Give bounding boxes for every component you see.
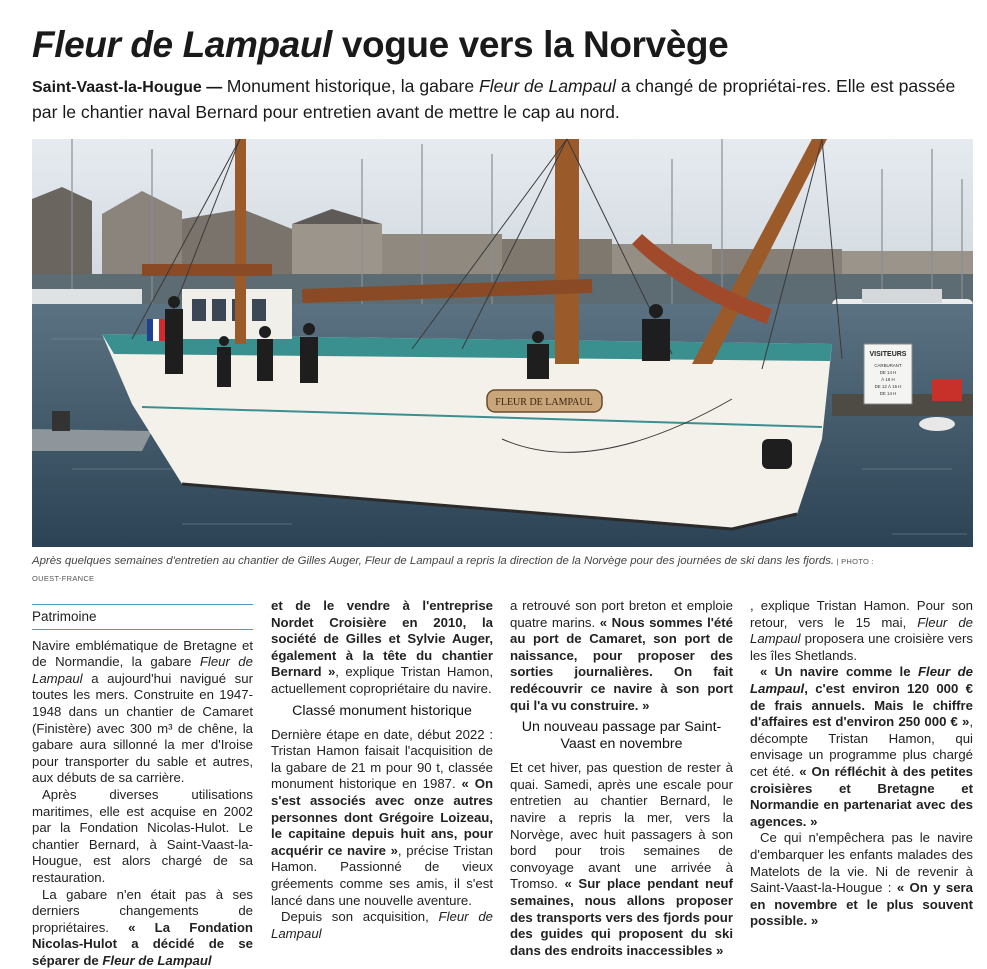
paragraph: Après diverses utilisations maritimes, elle est acquise en 2002 par la Fondation Nicolas-Hulot. Le chantier Bernard, à Saint-Vaast-la-Hougue, est alors chargé de sa restauration. <box>32 787 253 887</box>
column-2 <box>271 598 493 942</box>
subheading: Un nouveau passage par Saint-Vaast en novembre <box>510 719 733 753</box>
lede-text: Monument historique, la gabare <box>227 76 479 96</box>
quote: « On y sera en novembre et le plus souvent possible. » <box>750 880 973 928</box>
nameplate: FLEUR DE LAMPAUL <box>495 397 592 408</box>
text: Depuis son acquisition, <box>281 909 439 924</box>
column-4 <box>750 598 973 930</box>
text: a retrouvé son port breton et emploie quatre marins. <box>510 598 733 630</box>
quote: et de le vendre à l'entreprise Nordet Croisière en 2010, la société de Gilles et Sylvie Auger, également à la tête du chantier Bernard » <box>271 598 493 679</box>
paragraph <box>750 664 973 830</box>
quote: « Nous sommes l'été au port de Camaret, son port de naissance, pour proposer des sorties journalières. On fait redécouvrir ce navire à son port qui l'a vu construire. » <box>510 615 733 713</box>
quote: « Un navire comme le <box>760 664 918 679</box>
paragraph <box>750 598 973 664</box>
text: Ce qui n'empêchera pas le navire d'embarquer les enfants malades des Matelots de la vie. Ni de revenir à Saint-Vaast-la-Hougue : <box>750 830 973 895</box>
column-1 <box>32 598 253 969</box>
sign-line: DE 12 À 16 H <box>875 384 902 389</box>
text: , explique Tristan Hamon. Pour son retour, vers le 15 mai, <box>750 598 973 630</box>
paragraph <box>750 830 973 930</box>
quote: « Sur place pendant neuf semaines, nous allons proposer des transports vers des fjords pour des guides qui proposent du ski dans des endroits inaccessibles » <box>510 876 733 957</box>
quote: « On réfléchit à des petites croisières et Bretagne et Normandie en partenariat avec des agences. » <box>750 764 973 829</box>
boat-name: Fleur de Lampaul <box>750 615 973 647</box>
text: proposera une croisière vers les îles Shetlands. <box>750 631 973 663</box>
text: La gabare n'en était pas à ses derniers changements de propriétaires. <box>32 887 253 935</box>
boat-name: Fleur de Lampaul <box>102 953 211 968</box>
quote: « La Fondation Nicolas-Hulot a décidé de se séparer de <box>32 920 253 968</box>
caption-text: Après quelques semaines d'entretien au chantier de Gilles Auger, Fleur de Lampaul a repris la direction de la Norvège pour des journées de ski dans les fjords. <box>32 555 834 567</box>
sign-line: CARBURANT <box>874 363 902 368</box>
text: a aujourd'hui navigué sur toutes les mers. Construite en 1947-1948 dans un chantier de Camaret (Finistère) avec 300 m³ de chêne, la gabare aura sillonné la mer d'Iroise pour transporter du sable et autres, aux débuts de sa carrière. <box>32 671 253 786</box>
paragraph <box>271 598 493 698</box>
paragraph <box>32 887 253 969</box>
photo-credit-label: | PHOTO : <box>834 557 874 566</box>
paragraph <box>271 727 493 910</box>
photo-credit: OUEST-FRANCE <box>32 574 94 583</box>
rubric: Patrimoine <box>32 604 253 630</box>
text: Dernière étape en date, début 2022 : Tristan Hamon faisait l'acquisition de la gabare de 21 m pour 90 t, classée monument historique en 1987. <box>271 727 493 792</box>
headline-boat-name: Fleur de Lampaul <box>32 24 332 65</box>
boat-name: Fleur de Lampaul <box>750 664 973 696</box>
text: , précise Tristan Hamon. Passionné de vieux gréements comme ses amis, il s'est lancé dans une nouvelle aventure. <box>271 843 493 908</box>
quote: « On s'est associés avec onze autres personnes dont Grégoire Loizeau, le capitaine depuis huit ans, pour acquérir ce navire » <box>271 776 493 857</box>
text: , décompte Tristan Hamon, qui envisage un programme plus chargé cet été. <box>750 714 973 779</box>
boat-illustration <box>32 139 973 547</box>
subheading: Classé monument historique <box>271 703 493 720</box>
lede <box>32 74 962 124</box>
boat-name: Fleur de Lampaul <box>271 909 493 941</box>
french-flag <box>147 319 165 341</box>
dateline: Saint-Vaast-la-Hougue — <box>32 79 227 96</box>
sign-line: DE 14 H <box>880 370 897 375</box>
sign-line: DE 14 H <box>880 391 897 396</box>
anchor <box>762 439 792 469</box>
paragraph <box>510 760 733 959</box>
quote: , c'est environ 120 000 € de frais annuels. Mais le chiffre d'affaires est d'environ 250 000 € » <box>750 681 973 729</box>
visitor-sign <box>864 344 912 404</box>
sign-title: VISITEURS <box>870 351 907 358</box>
paragraph <box>32 638 253 787</box>
headline-rest: vogue vers la Norvège <box>332 24 728 65</box>
headline <box>32 20 972 70</box>
paragraph <box>271 909 493 942</box>
lede-text-end: a changé de propriétai-res. Elle est passée par le chantier naval Bernard pour entretien avant de mettre le cap au nord. <box>32 76 955 122</box>
lede-boat-name: Fleur de Lampaul <box>479 76 616 96</box>
sign-line: À 18 H <box>881 377 894 382</box>
photo-caption <box>32 553 973 587</box>
text: Et cet hiver, pas question de rester à quai. Samedi, après une escale pour entretien au chantier Bernard, le navire a repris la mer, vers la Norvège, avec huit passagers à son bord pour trois semaines de convoyage avant une arrivée à Tromso. <box>510 760 733 891</box>
column-3 <box>510 598 733 959</box>
text: , explique Tristan Hamon, actuellement copropriétaire du navire. <box>271 664 493 696</box>
paragraph <box>510 598 733 714</box>
boat-name: Fleur de Lampaul <box>32 654 253 686</box>
text: Navire emblématique de Bretagne et de Normandie, la gabare <box>32 638 253 670</box>
article-photo <box>32 139 973 547</box>
